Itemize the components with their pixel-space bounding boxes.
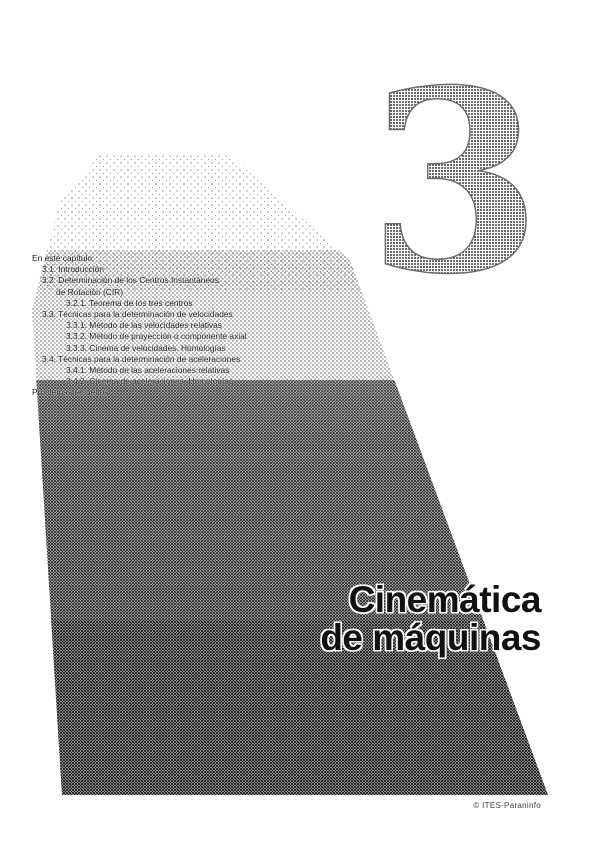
toc-entry: 3.4.1. Método de las aceleraciones relativas <box>66 365 230 376</box>
toc-entry: 3.4.2. Cinema de aceleraciones. Homologías <box>66 376 234 387</box>
toc-entry: 3.2. Determinación de los Centros Instantáneos <box>42 275 219 286</box>
toc-entry: 3.3.2. Método de proyección o componente axial <box>66 331 247 342</box>
toc-heading: En este capítulo: <box>32 253 95 263</box>
toc-entry: de Rotación (CIR) <box>56 286 124 297</box>
table-of-contents <box>32 253 332 399</box>
chapter-title-line-1: Cinemática <box>348 579 541 620</box>
toc-entry: 3.4. Técnicas para la determinación de aceleraciones <box>42 353 241 364</box>
toc-entry: 3.3. Técnicas para la determinación de velocidades <box>42 309 233 320</box>
toc-entry: 3.2.1. Teorema de los tres centros <box>66 297 193 308</box>
toc-entry: 3.3.1. Método de las velocidades relativas <box>66 320 222 331</box>
toc-entry: Problemas resueltos <box>32 387 109 398</box>
chapter-title <box>320 581 541 657</box>
toc-entry: 3.3.3. Cinema de velocidades. Homologías <box>66 342 226 353</box>
chapter-title-line-2: de máquinas <box>320 617 541 658</box>
toc-entry: 3.1. Introducción <box>42 264 104 275</box>
chapter-number: 3 <box>360 62 550 302</box>
copyright-notice: © ITES-Paraninfo <box>473 801 541 810</box>
